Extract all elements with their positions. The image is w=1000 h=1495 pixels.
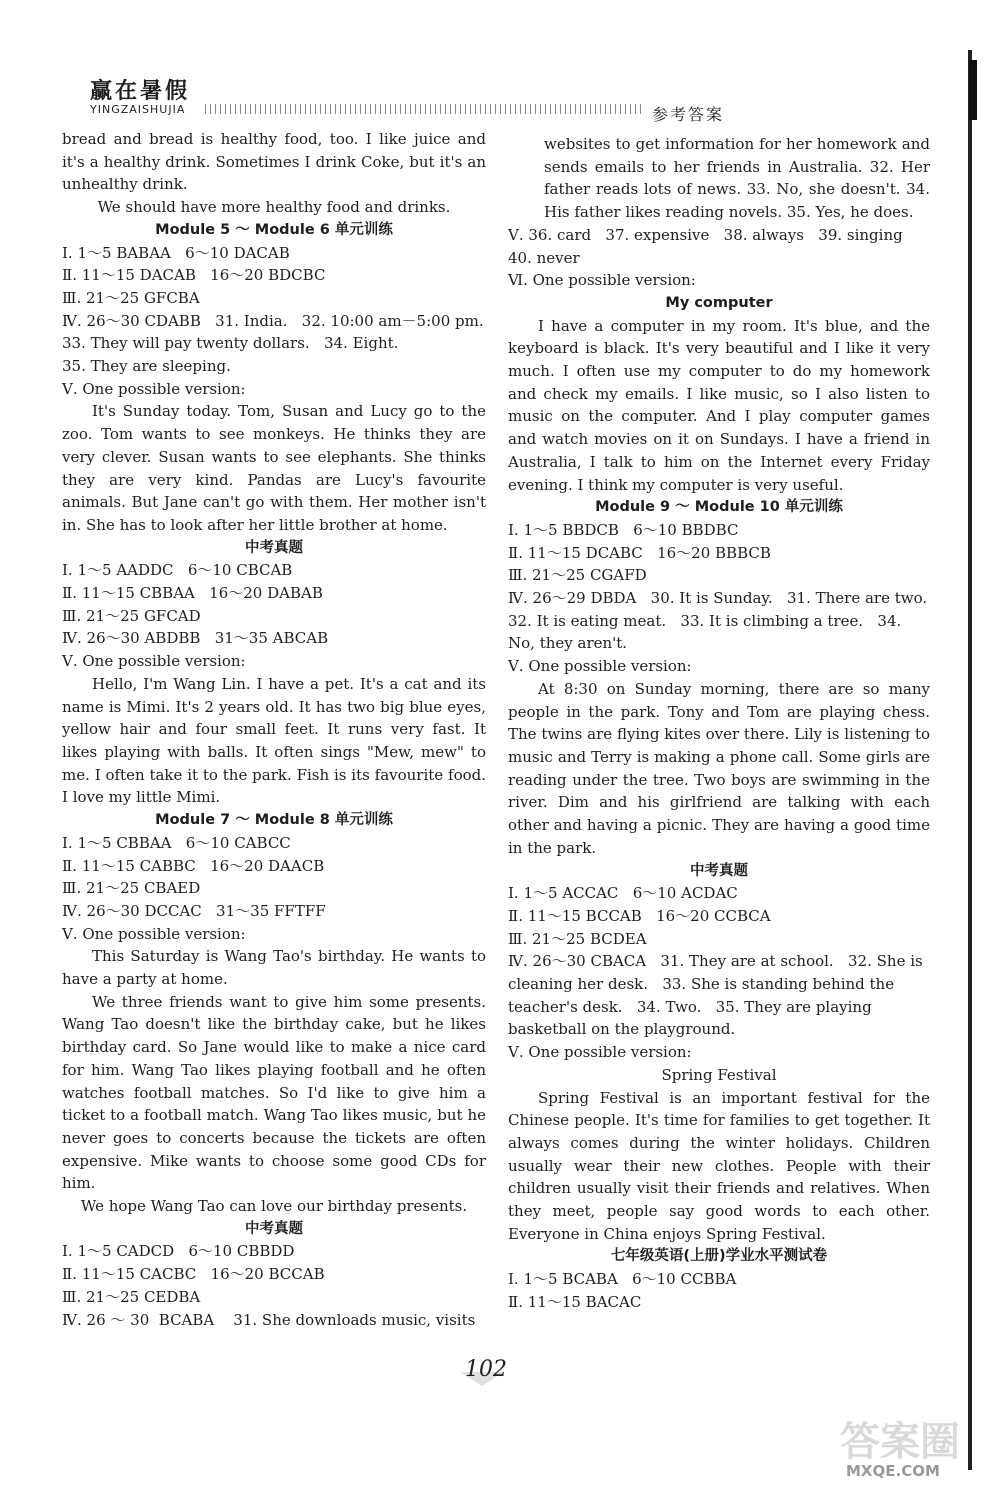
essay-paragraph: This Saturday is Wang Tao's birthday. He wants to have a party at home. <box>62 947 486 989</box>
unit-heading: Module 9 ～ Module 10 单元训练 <box>595 499 843 516</box>
answer-block: Ⅰ. 1～5 BCABA 6～10 CCBBA Ⅱ. 11～15 BACAC <box>508 1270 737 1311</box>
answer-block: Ⅰ. 1～5 CBBAA 6～10 CABCC Ⅱ. 11～15 CABBC 16～20 DAACB Ⅲ. 21～25 CBAED Ⅳ. 26～30 DCCAC 31～35 FFTFF Ⅴ. One possible version: <box>62 833 326 943</box>
header-rule <box>205 104 645 114</box>
essay-line: We hope Wang Tao can love our birthday presents. <box>80 1197 468 1216</box>
essay-paragraph: We three friends want to give him some presents. Wang Tao doesn't like the birthday cake, but he likes birthday card. So Jane would like to make a nice card for him. Wang Tao likes playing football and he often watches football matches. So I'd like to give him a ticket to a football match. Wang Tao likes music, but he never goes to concerts because the tickets are often expensive. Mike wants to choose some good CDs for him. <box>62 992 486 1193</box>
book-title: 赢在暑假 <box>90 78 191 104</box>
essay-title: My computer <box>665 294 773 311</box>
watermark-url: MXQE.COM <box>846 1462 940 1480</box>
exam-heading: 中考真题 <box>245 1220 303 1237</box>
unit-heading: Module 5 ～ Module 6 单元训练 <box>155 221 393 238</box>
essay-title: Spring Festival <box>661 1065 777 1084</box>
answer-block: Ⅰ. 1～5 BBDCB 6～10 BBDBC Ⅱ. 11～15 DCABC 16～20 BBBCB Ⅲ. 21～25 CGAFD Ⅳ. 26～29 DBDA 30. It is Sunday. 31. There are two. 32. It is eating meat. 33. It is climbing a tree. 34. No, they aren't. Ⅴ. One possible version: <box>508 520 928 676</box>
unit-heading: Module 7 ～ Module 8 单元训练 <box>155 812 393 829</box>
answer-block: Ⅰ. 1～5 BABAA 6～10 DACAB Ⅱ. 11～15 DACAB 16～20 BDCBC Ⅲ. 21～25 GFCBA Ⅳ. 26～30 CDABB 31. India. 32. 10:00 am－5:00 pm. 33. They will pay twenty dollars. 34. Eight. 35. They are sleeping. Ⅴ. One possible version: <box>62 243 484 398</box>
test-heading: 七年级英语(上册)学业水平测试卷 <box>610 1248 828 1265</box>
exam-heading: 中考真题 <box>245 539 303 556</box>
answer-block: Ⅰ. 1～5 AADDC 6～10 CBCAB Ⅱ. 11～15 CBBAA 16～20 DABAB Ⅲ. 21～25 GFCAD Ⅳ. 26～30 ABDBB 31～35 ABCAB Ⅴ. One possible version: <box>62 561 329 671</box>
exam-heading: 中考真题 <box>690 862 748 879</box>
left-column <box>62 128 486 1331</box>
section-title: 参考答案 <box>652 105 725 124</box>
essay-paragraph: At 8:30 on Sunday morning, there are so many people in the park. Tony and Tom are playing chess. The twins are flying kites over there. Lily is listening to music and Terry is making a phone call. Some girls are reading under the tree. Two boys are swimming in the river. Dim and his girlfriend are talking with each other and having a picnic. They are having a good time in the park. <box>508 679 930 857</box>
essay-continuation: bread and bread is healthy food, too. I like juice and it's a healthy drink. Sometimes I drink Coke, but it's an unhealthy drink. <box>62 130 486 194</box>
answer-block: Ⅴ. 36. card 37. expensive 38. always 39. singing 40. never Ⅵ. One possible version: <box>508 225 903 290</box>
page-number: 102 <box>465 1357 507 1382</box>
answer-continuation: websites to get information for her homework and sends emails to her friends in Australia. 32. Her father reads lots of news. 33. No, she doesn't. 34. His father likes reading novels. 35. Yes, he does. <box>544 135 930 222</box>
essay-paragraph: It's Sunday today. Tom, Susan and Lucy go to the zoo. Tom wants to see monkeys. He thinks they are very clever. Susan wants to see elephants. She thinks they are very kind. Pandas are Lucy's favourite animals. But Jane can't go with them. Her mother isn't in. She has to look after her little brother at home. <box>62 402 486 534</box>
essay-paragraph: Hello, I'm Wang Lin. I have a pet. It's a cat and its name is Mimi. It's 2 years old. It has two big blue eyes, yellow hair and four small feet. It runs very fast. It likes playing with balls. It often sings "Mew, mew" to me. I often take it to the park. Fish is its favourite food. I love my little Mimi. <box>62 674 486 807</box>
essay-paragraph: Spring Festival is an important festival for the Chinese people. It's time for families to get together. It always comes during the winter holidays. Children usually wear their new clothes. People with their children usually visit their friends and relatives. When they meet, people say good words to each other. Everyone in China enjoys Spring Festival. <box>508 1088 930 1243</box>
binding-mark <box>969 60 977 120</box>
binding-edge <box>968 50 972 1470</box>
answer-block: Ⅰ. 1～5 ACCAC 6～10 ACDAC Ⅱ. 11～15 BCCAB 16～20 CCBCA Ⅲ. 21～25 BCDEA Ⅳ. 26～30 CBACA 31. They are at school. 32. She is cleaning her desk. 33. She is standing behind the teacher's desk. 34. Two. 35. They are playing basketball on the playground. Ⅴ. One possible version: <box>508 884 923 1062</box>
right-column <box>508 133 930 1314</box>
watermark-logo: 答案圈 <box>840 1419 960 1465</box>
essay-paragraph: I have a computer in my room. It's blue, and the keyboard is black. It's very beautiful and I like it very much. I often use my computer to do my homework and check my emails. I like music, so I also listen to music on the computer. And I play computer games and watch movies on it on Sundays. I have a friend in Australia, I talk to him on the Internet every Friday evening. I think my computer is very useful. <box>508 316 930 494</box>
answer-block: Ⅰ. 1～5 CADCD 6～10 CBBDD Ⅱ. 11～15 CACBC 16～20 BCCAB Ⅲ. 21～25 CEDBA Ⅳ. 26 ～ 30 BCABA 31. She downloads music, visits <box>62 1242 476 1329</box>
book-subtitle: YINGZAISHUJIA <box>90 103 186 116</box>
essay-line: We should have more healthy food and drinks. <box>97 198 451 217</box>
